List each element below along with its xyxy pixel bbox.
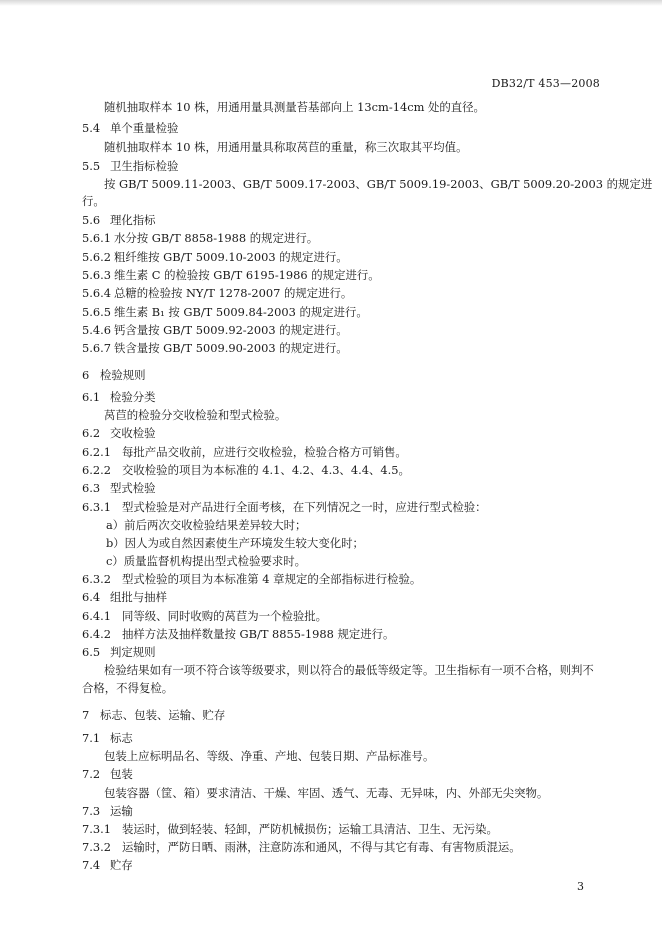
page-number: 3 [577, 880, 584, 893]
scan-edge [0, 0, 662, 6]
document-page: DB32/T 453—2008 随机抽取样本 10 株，用通用量具测量苔基部向上 13cm-14cm 处的直径。 5.4 单个重量检验 随机抽取样本 10 株，用通用量具称取莴苣的重量，称三次取其平均值。 5.5 卫生指标检验 按 GB/T 5009.11-2003、GB/T 5009.17-2003、GB/T 5009.19-2003、GB/T 5009.20-2003 的规定进 行。 5.6 理化指标 5.6.1 水分按 GB/T 8858-1988 的规定进行。 5.6.2 粗纤维按 GB/T 5009.10-2003 的规定进行。 5.6.3 维生素 C 的检验按 GB/T 6195-1986 的规定进行。 5.6.4 总糖的检验按 NY/T 1278-2007 的规定进行。 5.6.5 维生素 B₁ 按 GB/T 5009.84-2003 的规定进行。 5.4.6 钙含量按 GB/T 5009.92-2003 的规定进行。 5.6.7 铁含量按 GB/T 5009.90-2003 的规定进行。 6 检验规则 6.1 检验分类 莴苣的检验分交收检验和型式检验。 6.2 交收检验 6.2.1 每批产品交收前，应进行交收检验，检验合格方可销售。 6.2.2 交收检验的项目为本标准的 4.1、4.2、4.3、4.4、4.5。 6.3 型式检验 6.3.1 型式检验是对产品进行全面考核，在下列情况之一时，应进行型式检验： a）前后两次交收检验结果差异较大时； b）因人为或自然因素使生产环境发生较大变化时； c）质量监督机构提出型式检验要求时。 6.3.2 型式检验的项目为本标准第 4 章规定的全部指标进行检验。 6.4 组批与抽样 6.4.1 同等级、同时收购的莴苣为一个检验批。 6.4.2 抽样方法及抽样数量按 GB/T 8855-1988 规定进行。 6.5 判定规则 检验结果如有一项不符合该等级要求，则以符合的最低等级定等。卫生指标有一项不合格，则判不 合格，不得复检。 7 标志、包装、运输、贮存 7.1 标志 包装上应标明品名、等级、净重、产地、包装日期、产品标准号。 7.2 包装 包装容器（筐、箱）要求清洁、干燥、牢固、透气、无毒、无异味，内、外部无尖突物。 7.3 运输 7.3.1 装运时，做到轻装、轻卸，严防机械损伤；运输工具清洁、卫生、无污染。 7.3.2 运输时，严防日晒、雨淋，注意防冻和通风，不得与其它有毒、有害物质混运。 7.4 贮存 3 [0, 0, 662, 936]
document-id: DB32/T 453—2008 [491, 77, 600, 90]
